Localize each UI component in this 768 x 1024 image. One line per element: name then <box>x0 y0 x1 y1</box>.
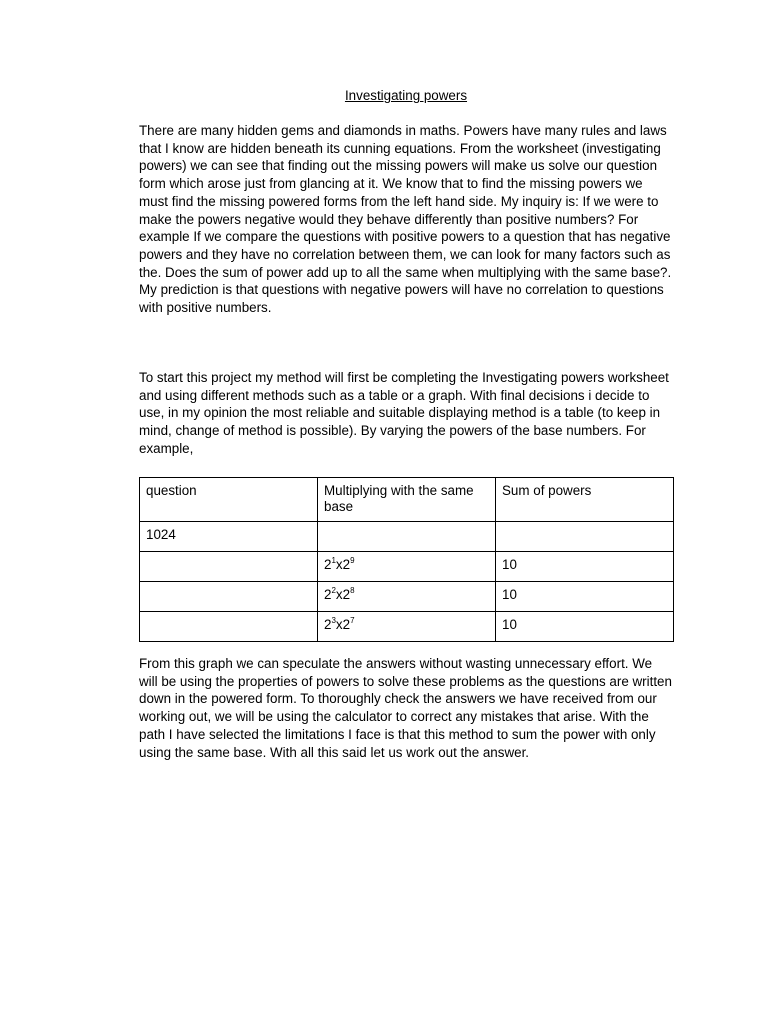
question-cell <box>140 612 318 642</box>
expression-cell <box>318 522 496 552</box>
expression-base: 2 <box>342 557 351 572</box>
expression-exponent: 1 <box>331 555 336 565</box>
expression-times: x <box>335 557 343 572</box>
sum-cell: 10 <box>496 552 674 582</box>
question-cell <box>140 552 318 582</box>
expression-exponent: 3 <box>331 615 336 625</box>
table-row <box>140 582 674 612</box>
expression-base: 2 <box>324 617 332 632</box>
conclusion-paragraph: From this graph we can speculate the answers without wasting unnecessary effort. We will be using the properties of powers to solve these problems as the questions are written down in the powered form. To thoroughly check the answers we have received from our working out, we will be using the calculator to correct any mistakes that arise. With the path I have selected the limitations I face is that this method to sum the power with only using the same base. With all this said let us work out the answer. <box>139 656 672 760</box>
expression-exponent: 8 <box>350 585 355 595</box>
expression-base: 2 <box>342 587 351 602</box>
question-cell <box>140 582 318 612</box>
table-row <box>140 612 674 642</box>
expression-base: 2 <box>324 557 332 572</box>
expression-exponent: 7 <box>350 615 355 625</box>
table-row <box>140 522 674 552</box>
intro-paragraph: There are many hidden gems and diamonds in maths. Powers have many rules and laws that I know are hidden beneath its cunning equations. From the worksheet (investigating powers) we can see that finding out the missing powers will make us solve our question form which arose just from glancing at it. We know that to find the missing powers we must find the missing powered forms from the left hand side. My inquiry is: If we were to make the powers negative would they behave differently than positive numbers? For example If we compare the questions with positive powers to a question that has negative powers and they have no correlation between them, we can look for many factors such as the. Does the sum of power add up to all the same when multiplying with the same base?. My prediction is that questions with negative powers will have no correlation to questions with positive numbers. <box>139 123 672 316</box>
expression-exponent: 2 <box>331 585 336 595</box>
table-header-cell: Sum of powers <box>496 478 674 522</box>
expression-base: 2 <box>324 587 332 602</box>
expression-cell <box>318 612 496 642</box>
table-header-row <box>140 478 674 522</box>
table-row <box>140 552 674 582</box>
expression-cell <box>318 552 496 582</box>
expression-times: x <box>335 617 343 632</box>
table-header-cell: Multiplying with the same base <box>318 478 496 522</box>
sum-cell: 10 <box>496 582 674 612</box>
method-paragraph: To start this project my method will first be completing the Investigating powers worksheet and using different methods such as a table or a graph. With final decisions i decide to use, in my opinion the most reliable and suitable displaying method is a table (to keep in mind, change of method is possible). By varying the powers of the base numbers. For example, <box>139 370 669 456</box>
sum-cell: 10 <box>496 612 674 642</box>
powers-table <box>139 477 674 642</box>
expression-base: 2 <box>342 617 351 632</box>
expression-cell <box>318 582 496 612</box>
question-cell: 1024 <box>140 522 318 552</box>
expression-times: x <box>335 587 343 602</box>
document-title: Investigating powers <box>344 88 468 103</box>
expression-exponent: 9 <box>350 555 355 565</box>
sum-cell <box>496 522 674 552</box>
table-header-cell: question <box>140 478 318 522</box>
